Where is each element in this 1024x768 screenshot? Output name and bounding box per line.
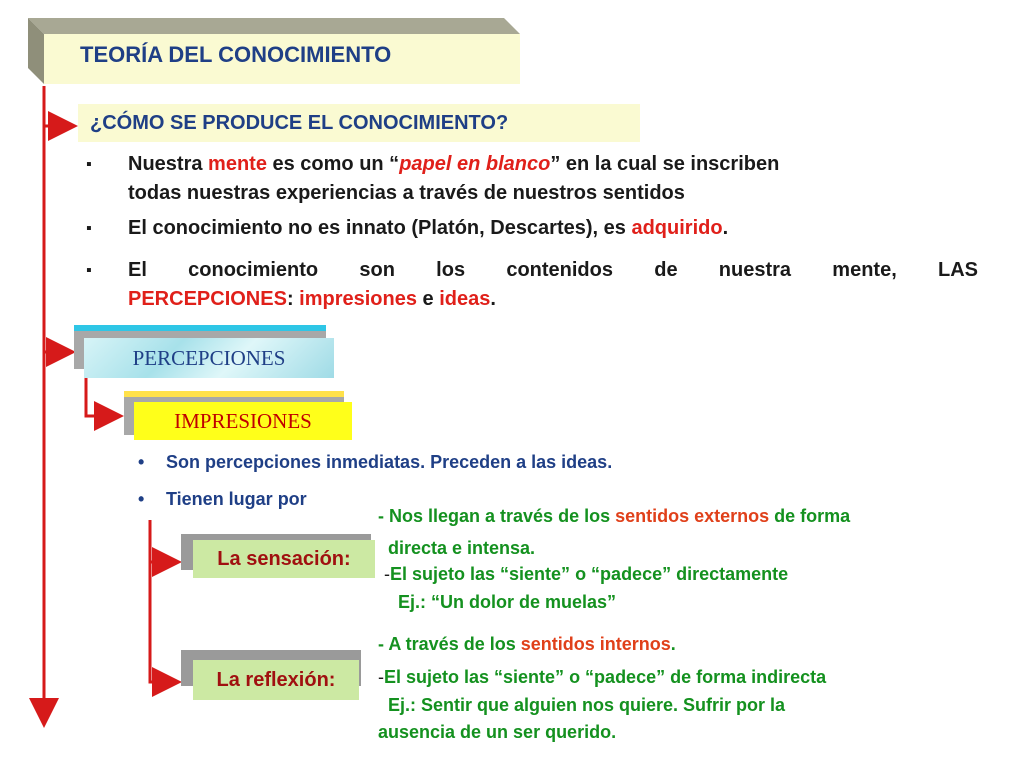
keyword-percepciones: PERCEPCIONES (128, 288, 287, 310)
keyword-papel-en-blanco: papel en blanco (399, 153, 551, 175)
keyword-adquirido: adquirido (631, 217, 723, 239)
reflexion-example-cont: ausencia de un ser querido. (378, 722, 617, 742)
reflexion-box: La reflexión: (193, 660, 359, 700)
arrow-to-impresiones (86, 378, 118, 416)
reflexion-line-1: - A través de los sentidos internos. (378, 634, 676, 654)
round-bullet-icon: • (138, 489, 145, 509)
page-title: TEORÍA DEL CONOCIMIENTO (80, 42, 392, 67)
square-bullet-icon: ▪ (86, 220, 92, 237)
keyword-mente: mente (208, 153, 267, 175)
sensacion-line-3: -El sujeto las “siente” o “padece” directamente (384, 564, 789, 584)
sensacion-box: La sensación: (193, 540, 375, 578)
keyword-impresiones: impresiones (299, 288, 417, 310)
sensacion-line-2: directa e intensa. (388, 538, 536, 558)
square-bullet-icon: ▪ (86, 262, 92, 279)
subtitle-heading: ¿CÓMO SE PRODUCE EL CONOCIMIENTO? (78, 104, 640, 142)
reflexion-line-2: -El sujeto las “siente” o “padece” de forma indirecta (378, 667, 827, 687)
percepciones-box: PERCEPCIONES (84, 338, 334, 378)
keyword-sentidos-externos: sentidos externos (615, 506, 770, 526)
reflexion-example: Ej.: Sentir que alguien nos quiere. Sufrir por la (388, 695, 786, 715)
square-bullet-icon: ▪ (86, 156, 92, 173)
arrow-to-reflexion (150, 520, 176, 682)
keyword-ideas: ideas (439, 288, 491, 310)
sensacion-line-1: - Nos llegan a través de los sentidos externos de forma (378, 506, 851, 526)
keyword-sentidos-internos: sentidos internos (520, 634, 671, 654)
impresiones-box: IMPRESIONES (134, 402, 352, 440)
sensacion-example: Ej.: “Un dolor de muelas” (398, 592, 617, 612)
round-bullet-icon: • (138, 452, 145, 472)
